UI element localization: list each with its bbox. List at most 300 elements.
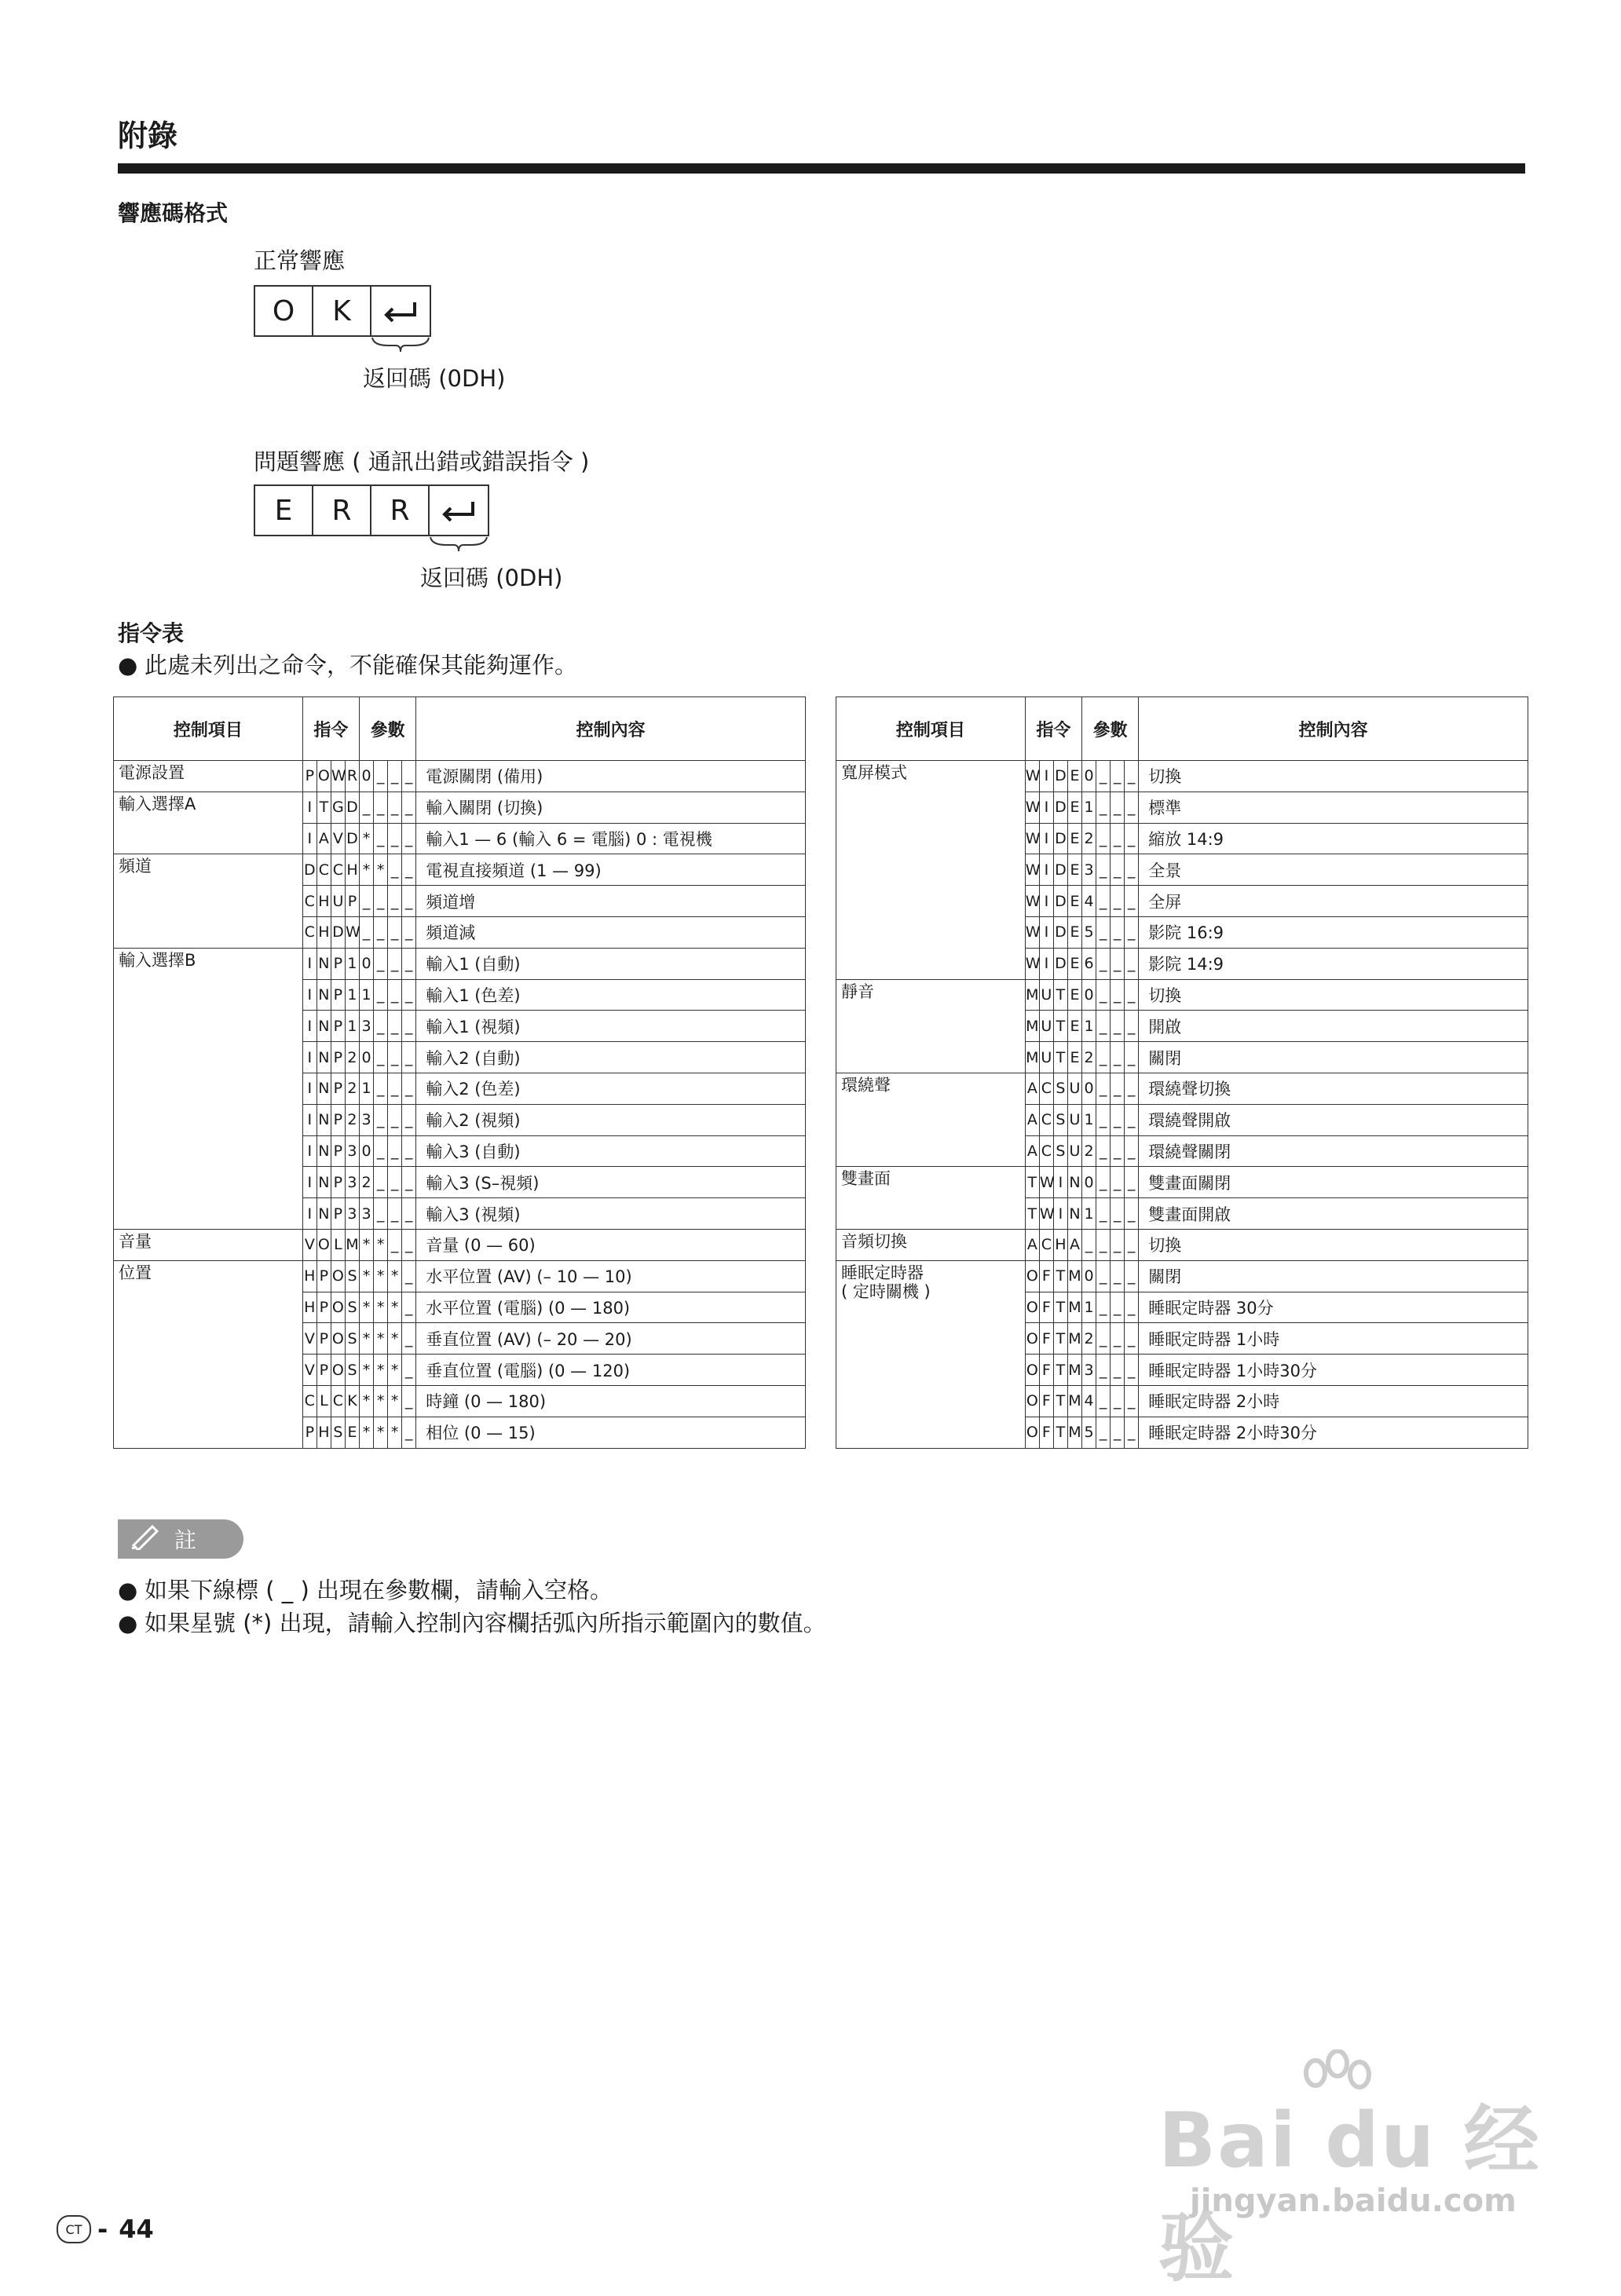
command-char-cell: I (1039, 792, 1053, 823)
command-char-cell: D (1053, 916, 1067, 948)
parameter-char-cell: _ (1125, 1198, 1139, 1230)
pencil-icon (129, 1523, 160, 1556)
parameter-char-cell: 2 (1082, 1135, 1096, 1167)
command-char-cell: E (1067, 948, 1081, 979)
command-char-cell: H (317, 916, 331, 948)
parameter-char-cell: _ (374, 1198, 388, 1230)
parameter-char-cell: * (374, 1323, 388, 1355)
normal-response-code (254, 285, 431, 337)
parameter-char-cell: _ (1096, 916, 1111, 948)
parameter-char-cell: _ (1096, 1292, 1111, 1323)
return-code-label: 返回碼 (0DH) (363, 365, 506, 392)
command-char-cell: V (302, 1323, 317, 1355)
control-content-cell: 全屏 (1139, 886, 1528, 917)
parameter-char-cell: 3 (360, 1198, 374, 1230)
control-content-cell: 輸入關閉 (切換) (416, 792, 806, 823)
command-char-cell: P (317, 1292, 331, 1323)
parameter-char-cell: _ (388, 1229, 402, 1260)
parameter-char-cell: _ (374, 792, 388, 823)
table-row (836, 761, 1528, 792)
command-char-cell: E (1067, 823, 1081, 854)
return-code-label: 返回碼 (0DH) (420, 565, 563, 591)
table-header-row (836, 697, 1528, 761)
control-content-cell: 電視直接頻道 (1 — 99) (416, 854, 806, 886)
command-char-cell: E (1067, 1011, 1081, 1042)
control-item-cell: 電源設置 (114, 761, 303, 792)
command-char-cell: W (1025, 823, 1039, 854)
parameter-char-cell: _ (388, 979, 402, 1011)
parameter-char-cell: _ (388, 1104, 402, 1135)
command-char-cell: P (331, 948, 345, 979)
command-char-cell: T (1053, 1355, 1067, 1386)
command-char-cell: U (1039, 1011, 1053, 1042)
parameter-char-cell: _ (1096, 948, 1111, 979)
command-char-cell: T (1053, 1260, 1067, 1292)
command-char-cell: I (302, 1011, 317, 1042)
command-char-cell: F (1039, 1323, 1053, 1355)
command-char-cell: K (345, 1385, 359, 1417)
parameter-char-cell: _ (1096, 854, 1111, 886)
parameter-char-cell: _ (360, 886, 374, 917)
command-char-cell: D (302, 854, 317, 886)
parameter-char-cell: _ (388, 916, 402, 948)
enter-arrow-icon (382, 299, 419, 323)
command-char-cell: C (317, 854, 331, 886)
parameter-char-cell: _ (1096, 1355, 1111, 1386)
command-char-cell: P (331, 979, 345, 1011)
parameter-char-cell: _ (402, 1104, 416, 1135)
command-char-cell: 3 (345, 1167, 359, 1198)
command-char-cell: R (345, 761, 359, 792)
parameter-char-cell: _ (388, 886, 402, 917)
parameter-char-cell: _ (1111, 1417, 1125, 1448)
parameter-char-cell: _ (1111, 792, 1125, 823)
command-char-cell: S (345, 1292, 359, 1323)
note-tag (118, 1519, 243, 1559)
command-char-cell: M (1025, 979, 1039, 1011)
parameter-char-cell: _ (402, 916, 416, 948)
parameter-char-cell: 2 (1082, 1323, 1096, 1355)
parameter-char-cell: _ (1111, 1198, 1125, 1230)
parameter-char-cell: _ (402, 1355, 416, 1386)
parameter-char-cell: _ (1125, 1260, 1139, 1292)
parameter-char-cell: _ (388, 1042, 402, 1073)
table-row (114, 1260, 806, 1292)
command-char-cell: O (331, 1260, 345, 1292)
parameter-char-cell: _ (1125, 1011, 1139, 1042)
control-content-cell: 輸入1 (自動) (416, 948, 806, 979)
parameter-char-cell: _ (1125, 854, 1139, 886)
bullet-text: 此處未列出之命令，不能確保其能夠運作。 (145, 652, 578, 678)
parameter-char-cell: _ (402, 948, 416, 979)
parameter-char-cell: 1 (1082, 1292, 1096, 1323)
parameter-char-cell: 2 (360, 1167, 374, 1198)
page-number: 44 (119, 2214, 154, 2244)
parameter-char-cell: _ (402, 1292, 416, 1323)
command-char-cell: M (1067, 1417, 1081, 1448)
command-char-cell: U (1067, 1104, 1081, 1135)
control-content-cell: 輸入1 (視頻) (416, 1011, 806, 1042)
command-char-cell: 1 (345, 948, 359, 979)
command-char-cell: H (302, 1292, 317, 1323)
control-item-cell: 位置 (114, 1260, 303, 1448)
command-char-cell: T (1053, 1011, 1067, 1042)
command-char-cell: I (1053, 1198, 1067, 1230)
parameter-char-cell: 1 (1082, 1011, 1096, 1042)
parameter-char-cell: _ (402, 1011, 416, 1042)
command-char-cell: O (317, 761, 331, 792)
parameter-char-cell: * (374, 1260, 388, 1292)
parameter-char-cell: * (374, 1229, 388, 1260)
parameter-char-cell: 0 (1082, 1260, 1096, 1292)
parameter-char-cell: _ (360, 792, 374, 823)
table-row (836, 1229, 1528, 1260)
page-footer (57, 2214, 154, 2244)
command-char-cell: F (1039, 1385, 1053, 1417)
command-char-cell: C (331, 1385, 345, 1417)
parameter-char-cell: _ (1111, 1073, 1125, 1104)
parameter-char-cell: _ (388, 854, 402, 886)
parameter-char-cell: 3 (360, 1011, 374, 1042)
parameter-char-cell: _ (1125, 1104, 1139, 1135)
bullet-dot: ● (118, 1610, 138, 1636)
command-char-cell: P (331, 1104, 345, 1135)
command-table-left (113, 696, 806, 1449)
command-char-cell: M (1067, 1355, 1081, 1386)
brace-icon (369, 336, 432, 353)
command-char-cell: P (331, 1073, 345, 1104)
parameter-char-cell: _ (1125, 1135, 1139, 1167)
parameter-char-cell: _ (402, 979, 416, 1011)
command-char-cell: I (302, 1104, 317, 1135)
command-char-cell: W (1025, 854, 1039, 886)
parameter-char-cell: _ (402, 1229, 416, 1260)
command-char-cell: F (1039, 1417, 1053, 1448)
control-item-cell: 寬屏模式 (836, 761, 1026, 980)
parameter-char-cell: _ (1125, 1417, 1139, 1448)
control-content-cell: 標準 (1139, 792, 1528, 823)
command-char-cell: I (1039, 761, 1053, 792)
command-char-cell: U (1067, 1073, 1081, 1104)
parameter-char-cell: _ (1096, 1042, 1111, 1073)
control-content-cell: 切換 (1139, 979, 1528, 1011)
table-row (836, 1167, 1528, 1198)
header-parameter: 參數 (1082, 697, 1139, 761)
parameter-char-cell: 0 (360, 761, 374, 792)
parameter-char-cell: _ (374, 948, 388, 979)
control-content-cell: 縮放 14:9 (1139, 823, 1528, 854)
parameter-char-cell: _ (1111, 1385, 1125, 1417)
parameter-char-cell: * (374, 1355, 388, 1386)
header-command: 指令 (302, 697, 359, 761)
watermark-url: jingyan.baidu.com (1190, 2183, 1517, 2219)
command-char-cell: I (302, 1167, 317, 1198)
parameter-char-cell: 1 (1082, 1198, 1096, 1230)
section-heading-commands: 指令表 (118, 620, 185, 646)
parameter-char-cell: * (360, 854, 374, 886)
command-char-cell: T (1053, 1385, 1067, 1417)
parameter-char-cell: 3 (1082, 1355, 1096, 1386)
control-content-cell: 睡眠定時器 30分 (1139, 1292, 1528, 1323)
parameter-char-cell: * (388, 1292, 402, 1323)
parameter-char-cell: 1 (360, 979, 374, 1011)
header-command: 指令 (1025, 697, 1081, 761)
command-char-cell: N (317, 1135, 331, 1167)
parameter-char-cell: _ (388, 761, 402, 792)
command-char-cell: 1 (345, 979, 359, 1011)
control-item-cell: 音量 (114, 1229, 303, 1260)
control-content-cell: 切換 (1139, 761, 1528, 792)
parameter-char-cell: _ (1125, 1042, 1139, 1073)
command-char-cell: E (1067, 761, 1081, 792)
parameter-char-cell: 0 (1082, 1073, 1096, 1104)
command-char-cell: P (331, 1167, 345, 1198)
command-char-cell: N (317, 1073, 331, 1104)
parameter-char-cell: _ (388, 823, 402, 854)
control-content-cell: 開啟 (1139, 1011, 1528, 1042)
parameter-char-cell: _ (1111, 1104, 1125, 1135)
enter-arrow-icon (440, 499, 478, 522)
command-char-cell: C (331, 854, 345, 886)
command-char-cell: E (1067, 854, 1081, 886)
parameter-char-cell: * (360, 823, 374, 854)
parameter-char-cell: 0 (360, 1042, 374, 1073)
command-char-cell: P (302, 1417, 317, 1448)
control-content-cell: 時鐘 (0 — 180) (416, 1385, 806, 1417)
control-content-cell: 睡眠定時器 1小時 (1139, 1323, 1528, 1355)
command-char-cell: O (1025, 1355, 1039, 1386)
command-char-cell: S (1053, 1104, 1067, 1135)
control-content-cell: 關閉 (1139, 1260, 1528, 1292)
parameter-char-cell: _ (1096, 1073, 1111, 1104)
control-content-cell: 影院 16:9 (1139, 916, 1528, 948)
parameter-char-cell: _ (402, 886, 416, 917)
control-content-cell: 相位 (0 — 15) (416, 1417, 806, 1448)
command-char-cell: A (317, 823, 331, 854)
parameter-char-cell: * (360, 1292, 374, 1323)
command-char-cell: I (1039, 854, 1053, 886)
control-content-cell: 頻道增 (416, 886, 806, 917)
command-char-cell: N (317, 948, 331, 979)
parameter-char-cell: _ (388, 1135, 402, 1167)
command-char-cell: C (1039, 1073, 1053, 1104)
code-char: O (255, 287, 313, 335)
parameter-char-cell: _ (1111, 1260, 1125, 1292)
command-char-cell: W (1025, 761, 1039, 792)
parameter-char-cell: 5 (1082, 916, 1096, 948)
command-char-cell: V (331, 823, 345, 854)
command-char-cell: D (1053, 886, 1067, 917)
parameter-char-cell: * (374, 854, 388, 886)
control-content-cell: 輸入3 (S–視頻) (416, 1167, 806, 1198)
parameter-char-cell: _ (1096, 1229, 1111, 1260)
parameter-char-cell: _ (1111, 1135, 1125, 1167)
parameter-char-cell: _ (402, 1417, 416, 1448)
command-char-cell: D (1053, 854, 1067, 886)
table-header-row (114, 697, 806, 761)
table-row (114, 792, 806, 823)
command-char-cell: E (1067, 886, 1081, 917)
header-item: 控制項目 (114, 697, 303, 761)
parameter-char-cell: 1 (360, 1073, 374, 1104)
title-rule (118, 163, 1525, 174)
command-char-cell: D (345, 823, 359, 854)
parameter-char-cell: _ (1096, 1323, 1111, 1355)
command-char-cell: H (302, 1260, 317, 1292)
command-char-cell: O (331, 1292, 345, 1323)
command-char-cell: 2 (345, 1042, 359, 1073)
control-item-cell: 音頻切換 (836, 1229, 1026, 1260)
table-row (836, 979, 1528, 1011)
parameter-char-cell: _ (402, 1198, 416, 1230)
parameter-char-cell: _ (1111, 1355, 1125, 1386)
command-char-cell: P (317, 1260, 331, 1292)
command-char-cell: 1 (345, 1011, 359, 1042)
command-char-cell: N (1067, 1167, 1081, 1198)
table-row (114, 761, 806, 792)
command-table-right (836, 696, 1528, 1449)
command-char-cell: M (1025, 1042, 1039, 1073)
problem-response-code (254, 484, 489, 536)
parameter-char-cell: _ (374, 1135, 388, 1167)
command-char-cell: T (1053, 979, 1067, 1011)
command-char-cell: W (345, 916, 359, 948)
command-char-cell: F (1039, 1292, 1053, 1323)
command-char-cell: V (302, 1355, 317, 1386)
command-char-cell: T (1053, 1417, 1067, 1448)
command-char-cell: A (1025, 1104, 1039, 1135)
command-char-cell: P (345, 886, 359, 917)
parameter-char-cell: _ (374, 1167, 388, 1198)
command-char-cell: C (1039, 1135, 1053, 1167)
note-bullet (118, 1606, 826, 1638)
parameter-char-cell: 3 (360, 1104, 374, 1135)
command-char-cell: D (1053, 792, 1067, 823)
command-char-cell: H (345, 854, 359, 886)
parameter-char-cell: _ (402, 1042, 416, 1073)
control-content-cell: 垂直位置 (電腦) (0 — 120) (416, 1355, 806, 1386)
control-content-cell: 輸入3 (視頻) (416, 1198, 806, 1230)
parameter-char-cell: _ (1125, 1355, 1139, 1386)
parameter-char-cell: _ (402, 1323, 416, 1355)
parameter-char-cell: _ (1111, 761, 1125, 792)
watermark (1143, 2049, 1551, 2292)
command-char-cell: P (302, 761, 317, 792)
control-content-cell: 輸入2 (視頻) (416, 1104, 806, 1135)
command-char-cell: P (331, 1011, 345, 1042)
parameter-char-cell: _ (1111, 886, 1125, 917)
command-char-cell: C (1039, 1229, 1053, 1260)
problem-response-label: 問題響應 ( 通訊出錯或錯誤指令 ) (254, 448, 590, 475)
command-char-cell: S (345, 1323, 359, 1355)
command-char-cell: E (1067, 1042, 1081, 1073)
command-char-cell: O (1025, 1417, 1039, 1448)
parameter-char-cell: * (388, 1417, 402, 1448)
parameter-char-cell: _ (374, 979, 388, 1011)
command-char-cell: P (317, 1355, 331, 1386)
parameter-char-cell: _ (1111, 1229, 1125, 1260)
control-content-cell: 垂直位置 (AV) (– 20 — 20) (416, 1323, 806, 1355)
watermark-logo-text: Bai du 经验 (1158, 2097, 1541, 2292)
parameter-char-cell: * (374, 1385, 388, 1417)
command-char-cell: T (317, 792, 331, 823)
control-content-cell: 輸入2 (色差) (416, 1073, 806, 1104)
command-char-cell: L (317, 1385, 331, 1417)
control-content-cell: 睡眠定時器 1小時30分 (1139, 1355, 1528, 1386)
command-char-cell: E (1067, 979, 1081, 1011)
table-row (836, 1073, 1528, 1104)
parameter-char-cell: _ (1111, 948, 1125, 979)
parameter-char-cell: _ (1125, 1385, 1139, 1417)
control-content-cell: 環繞聲開啟 (1139, 1104, 1528, 1135)
note-bullet (118, 1573, 613, 1605)
command-char-cell: N (317, 1198, 331, 1230)
command-char-cell: S (345, 1260, 359, 1292)
header-description: 控制內容 (416, 697, 806, 761)
control-content-cell: 輸入3 (自動) (416, 1135, 806, 1167)
code-char: K (313, 287, 371, 335)
command-char-cell: C (302, 1385, 317, 1417)
command-char-cell: O (1025, 1385, 1039, 1417)
parameter-char-cell: 3 (1082, 854, 1096, 886)
section-heading-response: 響應碼格式 (118, 200, 229, 226)
command-char-cell: I (302, 1042, 317, 1073)
command-char-cell: U (331, 886, 345, 917)
parameter-char-cell: _ (1125, 886, 1139, 917)
parameter-char-cell: _ (388, 1167, 402, 1198)
command-char-cell: M (1067, 1260, 1081, 1292)
command-char-cell: M (1067, 1385, 1081, 1417)
command-char-cell: O (317, 1229, 331, 1260)
command-char-cell: 3 (345, 1198, 359, 1230)
parameter-char-cell: _ (374, 1011, 388, 1042)
control-content-cell: 關閉 (1139, 1042, 1528, 1073)
control-content-cell: 頻道減 (416, 916, 806, 948)
command-char-cell: N (317, 979, 331, 1011)
parameter-char-cell: 5 (1082, 1417, 1096, 1448)
command-char-cell: P (331, 1198, 345, 1230)
parameter-char-cell: _ (1111, 1292, 1125, 1323)
command-char-cell: P (331, 1135, 345, 1167)
control-content-cell: 音量 (0 — 60) (416, 1229, 806, 1260)
command-char-cell: C (302, 916, 317, 948)
parameter-char-cell: _ (388, 1011, 402, 1042)
parameter-char-cell: _ (1125, 1073, 1139, 1104)
parameter-char-cell: _ (402, 854, 416, 886)
control-content-cell: 影院 14:9 (1139, 948, 1528, 979)
parameter-char-cell: _ (374, 886, 388, 917)
command-char-cell: V (302, 1229, 317, 1260)
parameter-char-cell: _ (1096, 761, 1111, 792)
command-char-cell: D (1053, 823, 1067, 854)
language-badge: CT (57, 2215, 91, 2243)
command-char-cell: I (1053, 1167, 1067, 1198)
parameter-char-cell: _ (1096, 1011, 1111, 1042)
parameter-char-cell: _ (1111, 1323, 1125, 1355)
parameter-char-cell: _ (1096, 886, 1111, 917)
command-char-cell: D (1053, 948, 1067, 979)
parameter-char-cell: _ (1096, 1198, 1111, 1230)
parameter-char-cell: _ (360, 916, 374, 948)
command-char-cell: I (1039, 886, 1053, 917)
command-char-cell: I (302, 1073, 317, 1104)
parameter-char-cell: _ (1082, 1229, 1096, 1260)
parameter-char-cell: _ (1125, 979, 1139, 1011)
command-char-cell: O (1025, 1260, 1039, 1292)
parameter-char-cell: _ (1125, 916, 1139, 948)
command-char-cell: D (331, 916, 345, 948)
parameter-char-cell: _ (1096, 979, 1111, 1011)
